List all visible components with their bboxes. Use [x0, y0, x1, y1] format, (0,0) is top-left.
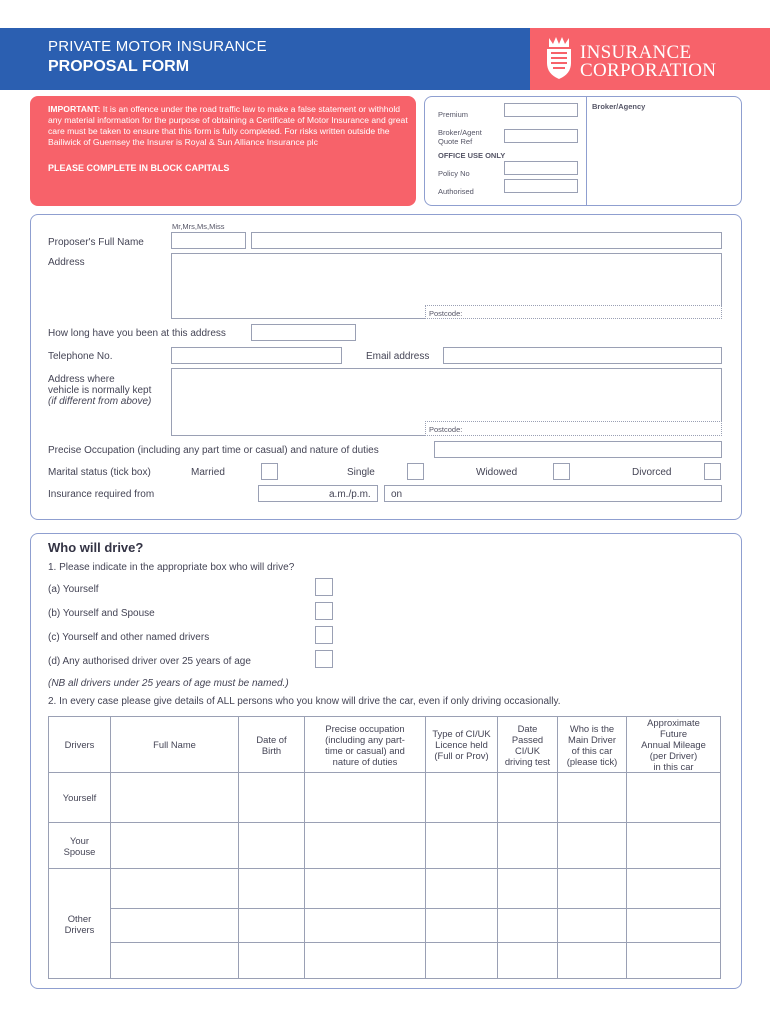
- block-capitals-note: PLEASE COMPLETE IN BLOCK CAPITALS: [48, 163, 230, 173]
- authorised-label: Authorised: [438, 187, 474, 196]
- table-cell[interactable]: [627, 909, 721, 943]
- table-cell[interactable]: [627, 943, 721, 979]
- table-cell[interactable]: [426, 773, 498, 823]
- table-cell[interactable]: [111, 869, 239, 909]
- how-long-field[interactable]: [251, 324, 356, 341]
- insurance-from-label: Insurance required from: [48, 489, 155, 500]
- header-dob: Date of Birth: [239, 717, 305, 773]
- important-body: It is an offence under the road traffic law to make a false statement or withhold any material information for the purpose of obtaining a Certificate of Motor Insurance and great care must be taken to ensure that this form is fully completed. For risks written outside the Bailiwick of Guernsey the Insurer is Royal & Sun Alliance Insurance plc: [48, 104, 408, 147]
- row-label-spouse: Your Spouse: [49, 823, 111, 869]
- quote-ref-field[interactable]: [504, 129, 578, 143]
- table-cell[interactable]: [498, 823, 558, 869]
- table-cell[interactable]: [305, 909, 426, 943]
- nb-note: (NB all drivers under 25 years of age must be named.): [48, 678, 289, 689]
- logo-text: CORPORATION: [580, 60, 717, 81]
- email-field[interactable]: [443, 347, 722, 364]
- table-cell[interactable]: [498, 869, 558, 909]
- header-licence: Type of CI/UK Licence held (Full or Prov): [426, 717, 498, 773]
- table-cell[interactable]: [627, 773, 721, 823]
- premium-label: Premium: [438, 110, 469, 119]
- vehicle-address-note: (if different from above): [48, 396, 152, 407]
- form-title: PRIVATE MOTOR INSURANCE: [48, 38, 267, 55]
- married-label: Married: [191, 467, 225, 478]
- table-row: [49, 909, 721, 943]
- marital-status-label: Marital status (tick box): [48, 467, 151, 478]
- table-cell[interactable]: [305, 823, 426, 869]
- title-field[interactable]: [171, 232, 246, 249]
- option-b-checkbox[interactable]: [315, 602, 333, 620]
- ampm-label: a.m./p.m.: [329, 489, 371, 500]
- option-c-checkbox[interactable]: [315, 626, 333, 644]
- postcode-label: Postcode:: [429, 309, 463, 318]
- table-cell[interactable]: [558, 869, 627, 909]
- postcode-field[interactable]: [425, 305, 722, 319]
- table-cell[interactable]: [305, 869, 426, 909]
- form-subtitle: PROPOSAL FORM: [48, 58, 190, 75]
- option-a-label: (a) Yourself: [48, 584, 99, 595]
- table-cell[interactable]: [305, 773, 426, 823]
- table-cell[interactable]: [627, 823, 721, 869]
- table-cell[interactable]: [498, 943, 558, 979]
- table-cell[interactable]: [239, 823, 305, 869]
- header-mileage: Approximate Future Annual Mileage (per Driver) in this car: [627, 717, 721, 773]
- row-label-other-drivers: Other Drivers: [49, 869, 111, 979]
- table-cell[interactable]: [111, 909, 239, 943]
- table-cell[interactable]: [498, 773, 558, 823]
- married-checkbox[interactable]: [261, 463, 278, 480]
- postcode-label: Postcode:: [429, 425, 463, 434]
- table-header-row: [49, 717, 721, 773]
- question-1: 1. Please indicate in the appropriate box who will drive?: [48, 562, 295, 573]
- header-drivers: Drivers: [49, 717, 111, 773]
- logo-text: INSURANCE: [580, 42, 692, 63]
- telephone-field[interactable]: [171, 347, 342, 364]
- vehicle-address-label: Address where: [48, 374, 115, 385]
- table-row: [49, 869, 721, 909]
- widowed-label: Widowed: [476, 467, 518, 478]
- policy-no-label: Policy No: [438, 169, 470, 178]
- quote-ref-label: Broker/Agent Quote Ref: [438, 128, 482, 146]
- header-occupation: Precise occupation (including any part- time or casual) and nature of duties: [305, 717, 426, 773]
- table-row: [49, 773, 721, 823]
- row-label-yourself: Yourself: [49, 773, 111, 823]
- single-checkbox[interactable]: [407, 463, 424, 480]
- divorced-label: Divorced: [632, 467, 672, 478]
- table-cell[interactable]: [111, 773, 239, 823]
- table-cell[interactable]: [239, 909, 305, 943]
- option-a-checkbox[interactable]: [315, 578, 333, 596]
- office-divider: [586, 97, 587, 205]
- table-cell[interactable]: [239, 869, 305, 909]
- single-label: Single: [347, 467, 375, 478]
- option-d-label: (d) Any authorised driver over 25 years of age: [48, 656, 251, 667]
- policy-no-field[interactable]: [504, 161, 578, 175]
- premium-field[interactable]: [504, 103, 578, 117]
- table-cell[interactable]: [558, 909, 627, 943]
- table-cell[interactable]: [558, 773, 627, 823]
- telephone-label: Telephone No.: [48, 351, 113, 362]
- how-long-label: How long have you been at this address: [48, 328, 226, 339]
- table-cell[interactable]: [426, 909, 498, 943]
- table-cell[interactable]: [239, 773, 305, 823]
- occupation-label: Precise Occupation (including any part time or casual) and nature of duties: [48, 445, 379, 456]
- address-label: Address: [48, 257, 85, 268]
- question-2: 2. In every case please give details of ALL persons who you know will drive the car, even if only driving occasionally.: [48, 696, 561, 707]
- divorced-checkbox[interactable]: [704, 463, 721, 480]
- table-cell[interactable]: [558, 943, 627, 979]
- table-cell[interactable]: [426, 869, 498, 909]
- table-cell[interactable]: [498, 909, 558, 943]
- table-cell[interactable]: [558, 823, 627, 869]
- header-date-passed: Date Passed CI/UK driving test: [498, 717, 558, 773]
- broker-agency-label: Broker/Agency: [592, 102, 646, 111]
- title-hint: Mr,Mrs,Ms,Miss: [172, 222, 225, 231]
- full-name-field[interactable]: [251, 232, 722, 249]
- crest-logo-icon: [543, 36, 575, 80]
- option-b-label: (b) Yourself and Spouse: [48, 608, 155, 619]
- table-cell[interactable]: [111, 823, 239, 869]
- start-date-field[interactable]: [384, 485, 722, 502]
- drivers-table: [48, 716, 721, 979]
- table-cell[interactable]: [627, 869, 721, 909]
- authorised-field[interactable]: [504, 179, 578, 193]
- option-d-checkbox[interactable]: [315, 650, 333, 668]
- email-label: Email address: [366, 351, 430, 362]
- table-cell[interactable]: [426, 823, 498, 869]
- table-row: [49, 823, 721, 869]
- vehicle-postcode-field[interactable]: [425, 421, 722, 436]
- table-cell[interactable]: [305, 943, 426, 979]
- table-cell[interactable]: [111, 943, 239, 979]
- occupation-field[interactable]: [434, 441, 722, 458]
- header-main-driver: Who is the Main Driver of this car (please tick): [558, 717, 627, 773]
- header-full-name: Full Name: [111, 717, 239, 773]
- option-c-label: (c) Yourself and other named drivers: [48, 632, 210, 643]
- table-row: [49, 943, 721, 979]
- important-label: IMPORTANT:: [48, 104, 101, 114]
- important-text: [48, 104, 408, 148]
- office-use-label: OFFICE USE ONLY: [438, 151, 506, 160]
- vehicle-address-label: vehicle is normally kept: [48, 385, 152, 396]
- full-name-label: Proposer's Full Name: [48, 237, 144, 248]
- widowed-checkbox[interactable]: [553, 463, 570, 480]
- on-label: on: [391, 489, 403, 500]
- table-cell[interactable]: [426, 943, 498, 979]
- who-will-drive-title: Who will drive?: [48, 540, 144, 555]
- table-cell[interactable]: [239, 943, 305, 979]
